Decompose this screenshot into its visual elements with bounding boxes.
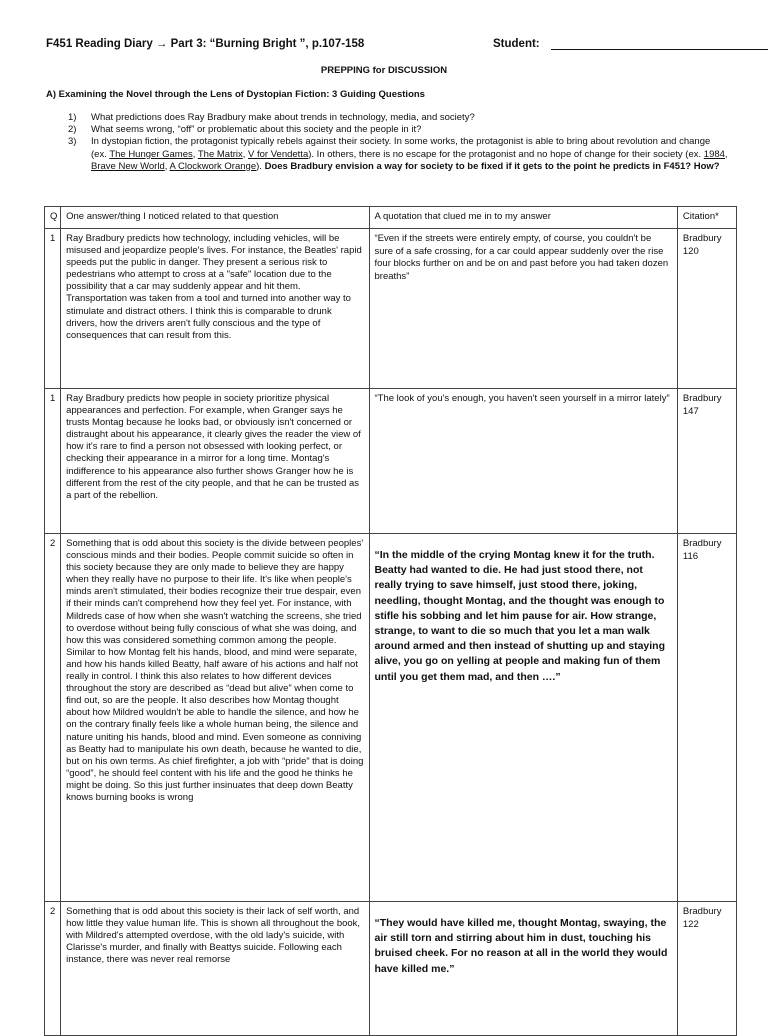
student-name-line [551,49,768,50]
question-cell: 2 [45,902,61,1036]
guiding-questions [68,112,728,173]
header-citation: Citation* [677,207,736,229]
table-row [45,534,737,902]
question-cell: 1 [45,389,61,534]
reading-diary-table [44,206,737,1036]
quote-cell: “The look of you's enough, you haven't seen yourself in a mirror lately” [369,389,677,534]
section-subtitle: PREPPING for DISCUSSION [320,65,448,76]
question-text-part: In dystopian fiction, the protagonist typically rebels against their society. In some works, the protagonist is able to bring about revolution and change (ex. [91,136,711,160]
header-quote: A quotation that clued me in to my answer [369,207,677,229]
citation-cell [677,229,736,389]
book-title: 1984 [703,148,725,160]
guiding-question [68,112,728,124]
citation-page: 147 [682,405,699,417]
answer-cell: Ray Bradbury predicts how people in society prioritize physical appearances and perfection. For example, when Granger says he trusts Montag because he looks bad, or obviously isn't concerned or distraught about his appearance, it clearly gives the reader the view of how it's rare to find a person not obsessed with looking perfect, or checking their appearance in a mirror for a long time. Montag's indifference to his appearance also further shows Granger how he is different from the rest of the city people, and that he can be trusted as a part of the rebellion. [61,389,369,534]
question-text [91,136,728,173]
citation-cell [677,534,736,902]
guiding-question [68,124,728,136]
question-text-part: ). In others, there is no escape for the protagonist and no hope of change for their society (ex. [308,148,704,160]
question-number: 2) [68,124,77,136]
citation-author: Bradbury [682,393,722,404]
citation-page: 116 [682,550,699,562]
separator: , [242,148,249,160]
quote-cell: “Even if the streets were entirely empty, of course, you couldn't be sure of a safe crossing, for a car could appear suddenly over the rise four blocks further on and be on and past before you had taken dozen breaths” [369,229,677,389]
question-cell: 1 [45,229,61,389]
book-title: A Clockwork Orange [169,160,257,172]
diary-title: F451 Reading Diary → Part 3: “Burning Bright ”, p.107-158 [46,38,365,50]
section-heading: A) Examining the Novel through the Lens of Dystopian Fiction: 3 Guiding Questions [46,89,425,100]
question-cell: 2 [45,534,61,902]
bold-question: Does Bradbury envision a way for society to be fixed if it gets to the point he predicts in F451? How? [264,160,720,172]
table-row [45,229,737,389]
question-number: 1) [68,112,77,123]
table-header-row [45,207,737,229]
question-text-part: ). [256,160,265,172]
citation-page: 122 [682,918,699,930]
citation-author: Bradbury [682,538,722,549]
citation-cell [677,389,736,534]
book-title: The Hunger Games [109,148,193,160]
book-title: V for Vendetta [248,148,309,160]
citation-cell [677,902,736,1036]
citation-author: Bradbury [682,233,722,244]
question-text: What predictions does Ray Bradbury make about trends in technology, media, and society? [91,112,475,123]
quote-cell: “They would have killed me, thought Montag, swaying, the air still torn and stirring about him in dust, touching his bruised cheek. For no reason at all in the world they would have killed me.” [369,902,677,1036]
book-title: Brave New World [91,160,165,172]
separator: , [724,148,728,160]
student-label: Student: [493,38,540,50]
answer-cell: Ray Bradbury predicts how technology, including vehicles, will be misused and jeopardize people's lives. For instance, the Beatles' rapid speeds put the public in danger. They present a serious risk to pedestrians who attempt to cross at a "safe" location due to the possibility that a car may suddenly appear and hit them. Transportation was taken from a tool and turned into another way to stimulate and distract others. I think this is comparable to drunk drivers, how the drivers aren't fully conscious and the type of consequences that can result from this. [61,229,369,389]
separator: , [192,148,198,160]
table-row [45,389,737,534]
table-row [45,902,737,1036]
question-text: What seems wrong, “off” or problematic about this society and the people in it? [91,124,422,136]
question-number: 3) [68,136,77,148]
header-answer: One answer/thing I noticed related to that question [61,207,369,229]
page-header [46,38,736,54]
quote-cell: “In the middle of the crying Montag knew it for the truth. Beatty had wanted to die. He had just stood there, not really trying to save himself, just stood there, joking, needling, thought Montag, and the thought was enough to stifle his sobbing and let him pause for air. How strange, strange, to want to die so much that you let a man walk around armed and then instead of shutting up and staying alive, you go on yelling at people and making fun of them until you get them mad, and then ….” [369,534,677,902]
guiding-question [68,136,728,173]
answer-cell: Something that is odd about this society is their lack of self worth, and how little they value human life. This is shown all throughout the book, with Mildred's attempted overdose, with the old lady's suicide, with Clarisse's murder, and finally with Beattys suicide. Following each instance, there was never real remorse [61,902,369,1036]
citation-author: Bradbury [682,906,722,917]
answer-cell: Something that is odd about this society is the divide between peoples' conscious minds and their bodies. People commit suicide so often in this society because they are only made to believe they are happy when they really have no purpose to their life. It's like when people's minds aren't stimulated, their bodies recognize their true despair, even if their minds can't comprehend how they feel yet. For instance, with Mildreds case of how when she wasn't watching the screens, she tried to overdose without being fully conscious of what she was doing, and how this was considered something common among the people. Similar to how Montag felt his hands, blood, and mind were separate, and how his hands killed Beatty, half aware of his actions and half not really in control. I think this also relates to how different devices throughout the story are described as “dead but alive” when come to find out, so are the people. It also describes how Montag thought about how Mildred wouldn't be able to handle the silence, and how he on the contrary finally feels like a whole human being, the silence and nature uniting his hands, blood and mind. Even someone as conniving as Beatty had to manipulate his own death, because he wanted to die, but on his own terms. As chief firefighter, a job with “pride” that is doing “good”, he should feel content with his life and the good he thinks he might be doing. So this just further insinuates that deep down Beatty knows burning books is wrong [61,534,369,902]
book-title: The Matrix [197,148,243,160]
header-q: Q [45,207,61,229]
separator: , [164,160,170,172]
citation-page: 120 [682,245,699,257]
